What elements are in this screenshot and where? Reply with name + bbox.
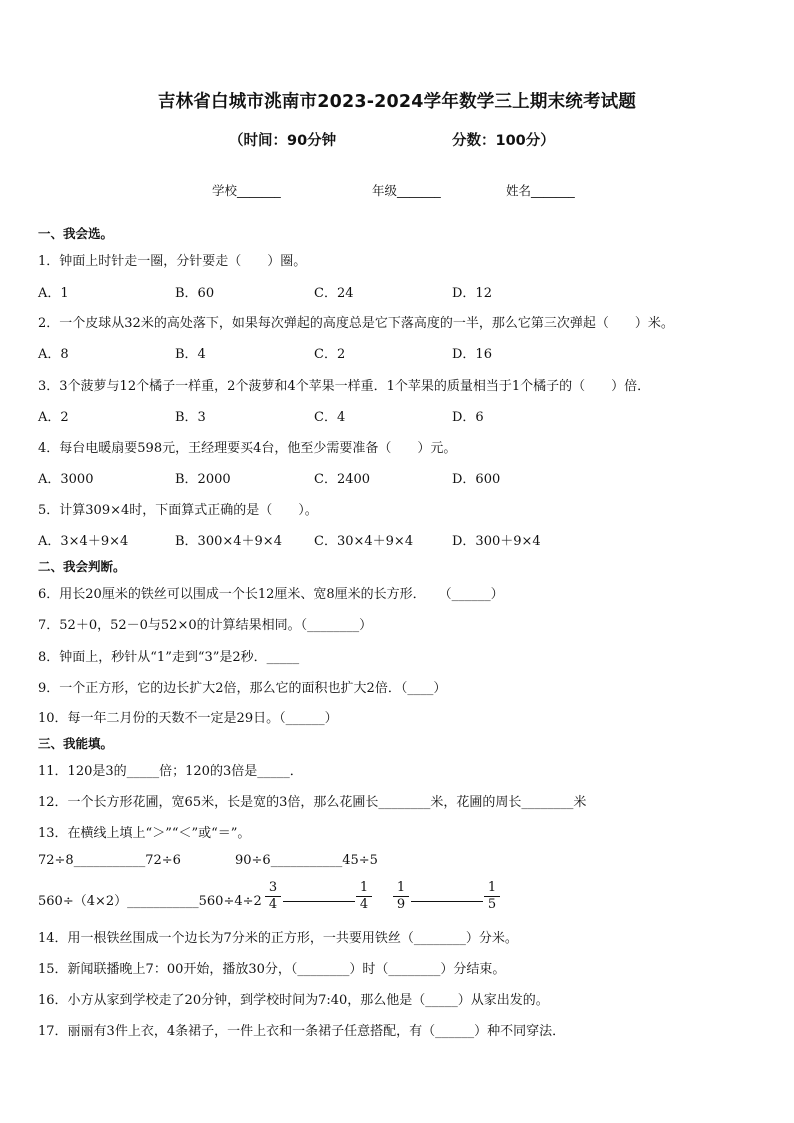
q1-option-d: D．12 xyxy=(452,286,492,301)
fraction-1-4 xyxy=(356,880,372,913)
question-14: 14．用一根铁丝围成一个边长为7分米的正方形，一共要用铁丝（________）分米。 xyxy=(38,931,518,946)
q13-compare-1: 72÷8___________72÷6 xyxy=(38,853,181,868)
question-7: 7．52＋0，52－0与52×0的计算结果相同。（________） xyxy=(38,618,373,633)
question-2: 2．一个皮球从32米的高处落下，如果每次弹起的高度总是它下落高度的一半，那么它第三次弹起（ ）米。 xyxy=(38,316,674,331)
q2-option-c: C．2 xyxy=(314,347,346,362)
question-3: 3．3个菠萝与12个橘子一样重，2个菠萝和4个苹果一样重．1个苹果的质量相当于1个橘子的（ ）倍． xyxy=(38,379,651,394)
name-field: 姓名_______ xyxy=(506,183,575,198)
q13-compare-2: 90÷6___________45÷5 xyxy=(235,853,378,868)
q1-option-a: A．1 xyxy=(38,286,69,301)
q3-option-d: D．6 xyxy=(452,410,484,425)
fraction-1-9 xyxy=(393,880,409,913)
q4-option-b: B．2000 xyxy=(175,472,231,487)
question-9: 9．一个正方形，它的边长扩大2倍，那么它的面积也扩大2倍．（____） xyxy=(38,681,447,696)
question-17: 17．丽丽有3件上衣，4条裙子，一件上衣和一条裙子任意搭配，有（______）种不同穿法． xyxy=(38,1024,566,1039)
q4-option-d: D．600 xyxy=(452,472,501,487)
q4-option-a: A．3000 xyxy=(38,472,94,487)
question-4: 4．每台电暖扇要598元，王经理要买4台，他至少需要准备（ ）元。 xyxy=(38,441,457,456)
exam-score: 分数：100分） xyxy=(452,133,555,149)
q1-option-b: B．60 xyxy=(175,286,215,301)
q3-option-c: C．4 xyxy=(314,410,346,425)
q2-option-a: A．8 xyxy=(38,347,69,362)
question-6: 6．用长20厘米的铁丝可以围成一个长12厘米、宽8厘米的长方形． （______） xyxy=(38,587,504,602)
q5-option-b: B．300×4＋9×4 xyxy=(175,534,282,549)
school-field: 学校_______ xyxy=(212,183,281,198)
page-title: 吉林省白城市洮南市2023-2024学年数学三上期末统考试题 xyxy=(157,92,637,112)
q3-option-b: B．3 xyxy=(175,410,206,425)
section-heading-choice: 一、我会选。 xyxy=(38,226,114,241)
denominator: 4 xyxy=(268,897,278,912)
denominator: 4 xyxy=(359,897,369,912)
numerator: 1 xyxy=(356,880,372,897)
grade-field: 年级_______ xyxy=(372,183,441,198)
numerator: 1 xyxy=(393,880,409,897)
question-1: 1．钟面上时针走一圈，分针要走（ ）圈。 xyxy=(38,254,307,269)
numerator: 3 xyxy=(265,880,281,897)
q13-compare-3: 560÷（4×2）___________560÷4÷2 xyxy=(38,894,262,909)
q3-option-a: A．2 xyxy=(38,410,69,425)
q2-option-b: B．4 xyxy=(175,347,206,362)
section-heading-judge: 二、我会判断。 xyxy=(38,559,126,574)
denominator: 9 xyxy=(396,897,406,912)
answer-line xyxy=(283,901,355,902)
fraction-3-4 xyxy=(265,880,281,913)
question-16: 16．小方从家到学校走了20分钟，到学校时间为7:40，那么他是（_____）从家出发的。 xyxy=(38,993,549,1008)
answer-line xyxy=(411,901,483,902)
q5-option-c: C．30×4＋9×4 xyxy=(314,534,414,549)
question-11: 11．120是3的_____倍；120的3倍是_____． xyxy=(38,764,303,779)
question-5: 5．计算309×4时，下面算式正确的是（ ）。 xyxy=(38,503,318,518)
section-heading-fill: 三、我能填。 xyxy=(38,736,114,751)
question-12: 12．一个长方形花圃，宽65米，长是宽的3倍，那么花圃长________米，花圃的周长________米 xyxy=(38,795,587,810)
numerator: 1 xyxy=(484,880,500,897)
q4-option-c: C．2400 xyxy=(314,472,371,487)
q2-option-d: D．16 xyxy=(452,347,492,362)
exam-time: （时间：90分钟 xyxy=(229,133,337,149)
question-15: 15．新闻联播晚上7：00开始，播放30分，（________）时（________）分结束。 xyxy=(38,962,506,977)
denominator: 5 xyxy=(487,897,497,912)
question-8: 8．钟面上，秒针从“1”走到“3”是2秒．_____ xyxy=(38,650,300,665)
q5-option-d: D．300＋9×4 xyxy=(452,534,541,549)
question-10: 10．每一年二月份的天数不一定是29日。（______） xyxy=(38,711,338,726)
question-13: 13．在横线上填上“＞”“＜”或“＝”。 xyxy=(38,826,251,841)
q5-option-a: A．3×4＋9×4 xyxy=(38,534,129,549)
fraction-1-5 xyxy=(484,880,500,913)
q1-option-c: C．24 xyxy=(314,286,354,301)
